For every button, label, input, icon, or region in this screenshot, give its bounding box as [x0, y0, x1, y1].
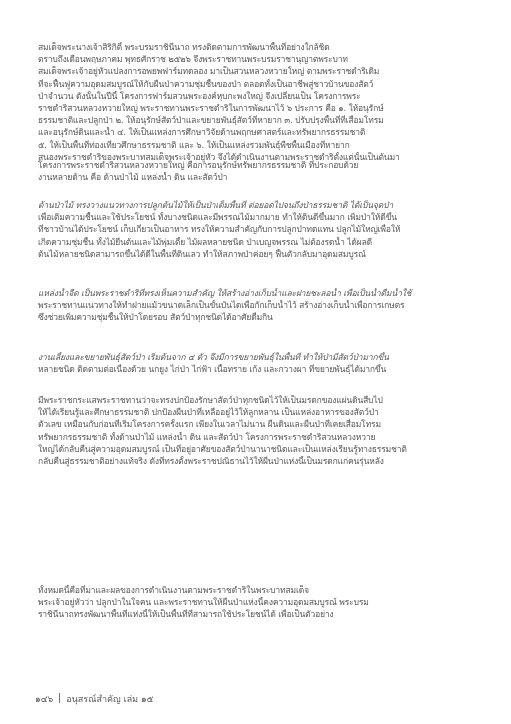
paragraph-1-line: สมเด็จพระนางเจ้าสิริกิติ์ พระบรมราชินีนาถ ทรงติดตามการพัฒนาพื้นที่อย่างใกล้ชิด — [38, 43, 330, 53]
paragraph-5-line: หลายชนิด ติดตามต่อเนื่องด้วย นกยูง ไก่ป่า ไก่ฟ้า เนื้อทราย เก้ง และกวางผา ที่ขยายพันธุ์ได้มากขึ้น — [38, 365, 387, 376]
paragraph-7-line: พระเจ้าอยู่หัวว่า ปลูกป่าในใจคน และพระราชทานให้ผืนป่าแห่งนี้คงความอุดมสมบูรณ์ พระบรม — [38, 598, 369, 609]
paragraph-1-line: ตราบถึงเดือนพฤษภาคม พุทธศักราช ๒๕๒๖ จึงพระราชทานพระบรมราชานุญาตพระบาท — [38, 55, 348, 66]
paragraph-3-line: เพื่อเติมความชื้นและใช้ประโยชน์ ทั้งบางชนิดและมีพรรณไม้มากมาย ทำให้ดินดีขึ้นมาก เพิ่มป่าให้ดีขึ้น — [38, 213, 397, 224]
page-footer — [35, 693, 154, 706]
paragraph-4-line: แหล่งน้ำจืด เป็นพระราชดำริที่ทรงเห็นความสำคัญ ให้สร้างอ่างเก็บน้ำและฝายชะลอน้ำ เพื่อเป็นน้ำดื่มน้ำใช้ — [38, 289, 412, 299]
paragraph-3-line: ด้านป่าไม้ ทรงวางแนวทางการปลูกต้นไม้ให้เป็นป่าเต็มพื้นที่ ต่อยอดไปจนถึงป่าธรรมชาติ ได้เป็นจุดป่า — [38, 201, 393, 211]
paragraph-1-line: สนองพระราชดำริของพระบาทสมเด็จพระเจ้าอยู่หัว จึงได้ดำเนินงานตามพระราชดำริตั้งแต่นั้นเป็นต้นมา — [38, 152, 400, 163]
paragraph-2-line: งานหลายด้าน คือ ด้านป่าไม้ แหล่งน้ำ ดิน และสัตว์ป่า — [38, 173, 228, 184]
paragraph-6-line: ใหญ่ได้กลับคืนสู่ความอุดมสมบูรณ์ เป็นที่อยู่อาศัยของสัตว์ป่านานาชนิดและเป็นแหล่งเรียนรู้ทางธรรมชาติ — [38, 444, 407, 455]
paragraph-3-line: เกิดความชุ่มชื้น ทั้งไม้ยืนต้นและไม้พุ่มเตี้ย ไม้ผลหลายชนิด ป่าเบญจพรรณ ไม่ต้องรดน้ำ ได้ผลดี — [38, 237, 373, 248]
paragraph-6-line: ตัวเลข เหมือนกับก่อนที่เริ่มโครงการครั้งแรก เพียงในเวลาไม่นาน ผืนดินและผืนป่าที่เคยเสื่อมโทรม — [38, 420, 381, 431]
paragraph-2-line: โครงการพระราชดำริสวนหลวงหวายใหญ่ คือการอนุรักษ์ทรัพยากรธรรมชาติ ที่ประกอบด้วย — [38, 161, 359, 171]
publication-title: อนุสรณ์สำคัญ เล่ม ๑๕ — [66, 695, 154, 705]
paragraph-1-line: สมเด็จพระเจ้าอยู่หัวแปลงการอพยพฟาร์มทดลอง มาเป็นสวนหลวงหวายใหญ่ ตามพระราชดำริเดิม — [38, 67, 380, 78]
paragraph-3-line: ที่ชาวบ้านได้ประโยชน์ เก็บเกี่ยวเป็นอาหาร ทรงให้ความสำคัญกับการปลูกป่าทดแทน ปลูกไม้ใหญ่เพื่อให้ — [38, 225, 401, 236]
paragraph-3-line: ต้นไม้หลายชนิดสามารถขึ้นได้ดีในพื้นที่ดินเลว ทำให้สภาพป่าค่อยๆ ฟื้นตัวกลับมาอุดมสมบูรณ์ — [38, 249, 366, 260]
paragraph-1-line: ที่จะฟื้นฟูความอุดมสมบูรณ์ให้กับผืนป่าความชุ่มชื้นของป่า ตลอดทั้งเป็นอาชีพสู่ชาวบ้านของสัตว์ — [38, 79, 374, 90]
paragraph-6-line: มีพระราชกระแสพระราชทานว่าจะทรงปกป้องรักษาสัตว์ป่าทุกชนิดไว้ให้เป็นมรดกของแผ่นดินสืบไป — [38, 396, 383, 406]
paragraph-1-line: และอนุรักษ์ดินและน้ำ ๔. ให้เป็นแหล่งการศึกษาวิจัยด้านพฤกษศาสตร์และทรัพยากรธรรมชาติ — [38, 128, 366, 139]
paragraph-6-line: ให้ได้เรียนรู้และศึกษาธรรมชาติ ปกป้องผืนป่าที่เหลืออยู่ไว้ให้ลูกหลาน เป็นแหล่งอาหารของสัตว์ป่า — [38, 408, 379, 419]
paragraph-7-line: ทั้งหมดนี้คือที่มาและผลของการดำเนินงานตามพระราชดำริในพระบาทสมเด็จ — [38, 586, 309, 596]
paragraph-5-line: งานเลี้ยงและขยายพันธุ์สัตว์ป่า เริ่มต้นจาก ๔ ตัว จึงมีการขยายพันธุ์ในพื้นที่ ทำให้ป่ามีสัตว์ป่ามากขึ้น — [38, 353, 389, 363]
paragraph-1-line: ป่าจำนวน ดังนั้นในปีนี้ โครงการฟาร์มสวนพระองค์หุบกะพงใหญ่ จึงเปลี่ยนเป็น โครงการพระ — [38, 91, 361, 102]
paragraph-4-line: พระราชทานแนวทางให้ทำฝายแม้วขนาดเล็กเป็นขั้นบันไดเพื่อกักเก็บน้ำไว้ สร้างอ่างเก็บน้ำเพื่อการเกษตร — [38, 301, 405, 312]
footer-divider — [59, 693, 60, 703]
paragraph-1-line: ธรรมชาติและปลูกป่า ๒. ให้อนุรักษ์สัตว์ป่าและขยายพันธุ์สัตว์ที่หายาก ๓. ปรับปรุงพื้นที่ที่เสื่อมโทรม — [38, 116, 384, 127]
paragraph-6-line: ทรัพยากรธรรมชาติ ทั้งด้านป่าไม้ แหล่งน้ำ ดิน และสัตว์ป่า โครงการพระราชดำริสวนหลวงหวาย — [38, 432, 376, 443]
paragraph-1-line: ๕. ให้เป็นพื้นที่ท่องเที่ยวศึกษาธรรมชาติ และ ๖. ให้เป็นแหล่งรวมพันธุ์พืชพื้นเมืองที่หายาก — [38, 140, 350, 151]
paragraph-1-line: ราชดำริสวนหลวงหวายใหญ่ พระราชทานพระราชดำริในการพัฒนาไว้ ๖ ประการ คือ ๑. ให้อนุรักษ์ — [38, 104, 384, 114]
paragraph-4-line: ซึ่งช่วยเพิ่มความชุ่มชื้นให้ป่าโดยรอบ สัตว์ป่าทุกชนิดได้อาศัยดื่มกิน — [38, 313, 273, 324]
page-number: ๑๔๖ — [35, 695, 54, 705]
paragraph-6-line: กลับคืนสู่ธรรมชาติอย่างแท้จริง ดังที่ทรงตั้งพระราชปณิธานไว้ให้ผืนป่าแห่งนี้เป็นมรดกแก่คนรุ่นหลัง — [38, 457, 384, 467]
paragraph-7-line: ราชินีนาถทรงพัฒนาพื้นที่แห่งนี้ให้เป็นพื้นที่ที่สามารถใช้ประโยชน์ได้ เพื่อเป็นตัวอย่าง — [38, 610, 334, 621]
